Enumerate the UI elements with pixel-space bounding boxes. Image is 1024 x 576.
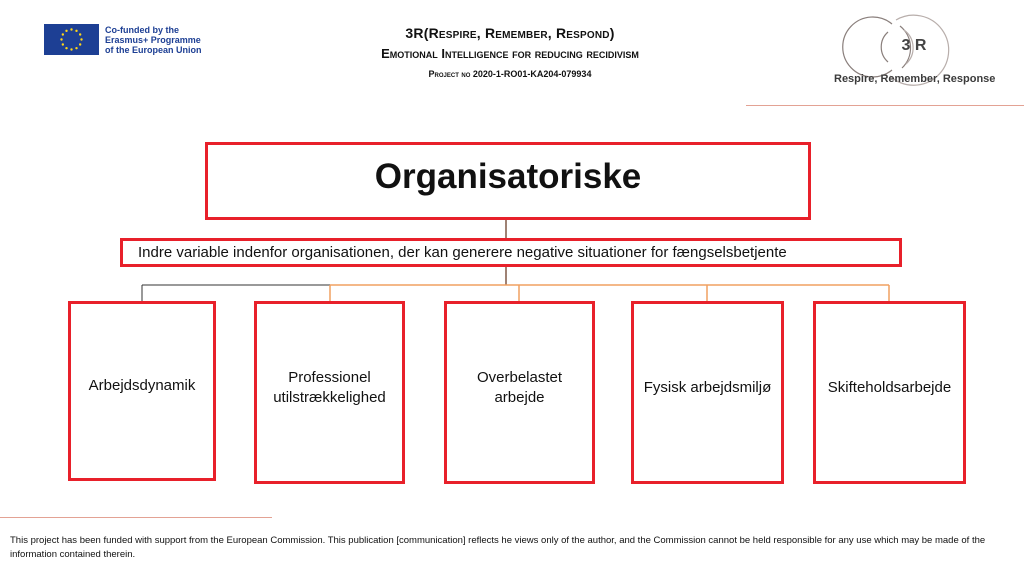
footer-divider [0,517,272,518]
brand-tagline: Respire, Remember, Response [834,73,996,85]
main-category-title: Organisatoriske [374,157,642,196]
3r-logo-text: 3 R [901,37,927,54]
eu-text-line-2: Erasmus+ Programme [105,34,201,45]
eu-text-line-1: Co-funded by the [105,24,179,35]
header-title: 3R(Respire, Remember, Respond) [405,25,615,41]
child-box-professionel [254,301,405,484]
child-label: Fysisk arbejdsmiljø [643,378,772,396]
child-label: Skifteholdsarbejde [827,378,952,396]
child-label: Overbelastet arbejde [476,368,563,406]
child-box-fysisk [631,301,784,484]
footer-disclaimer: This project has been funded with support from the European Commission. This publication [communication] reflects he views only of the author, and the Commission cannot be held responsible for any use which may be made of the information contained therein. [10,535,986,560]
project-number: Project no 2020-1-RO01-KA204-079934 [428,69,592,79]
category-description-box [120,238,902,267]
child-box-skiftehold [813,301,966,484]
category-description: Indre variable indenfor organisationen, der kan generere negative situationer for fængselsbetjente [138,244,787,261]
child-box-arbejdsdynamik [68,301,216,481]
child-label: Arbejdsdynamik [88,377,196,394]
child-label: Professionel utilstrækkelighed [273,368,386,406]
eu-text-line-3: of the European Union [105,44,202,55]
header-subtitle: Emotional Intelligence for reducing recidivism [381,46,639,61]
child-box-overbelastet [444,301,595,484]
main-category-box [205,142,811,220]
